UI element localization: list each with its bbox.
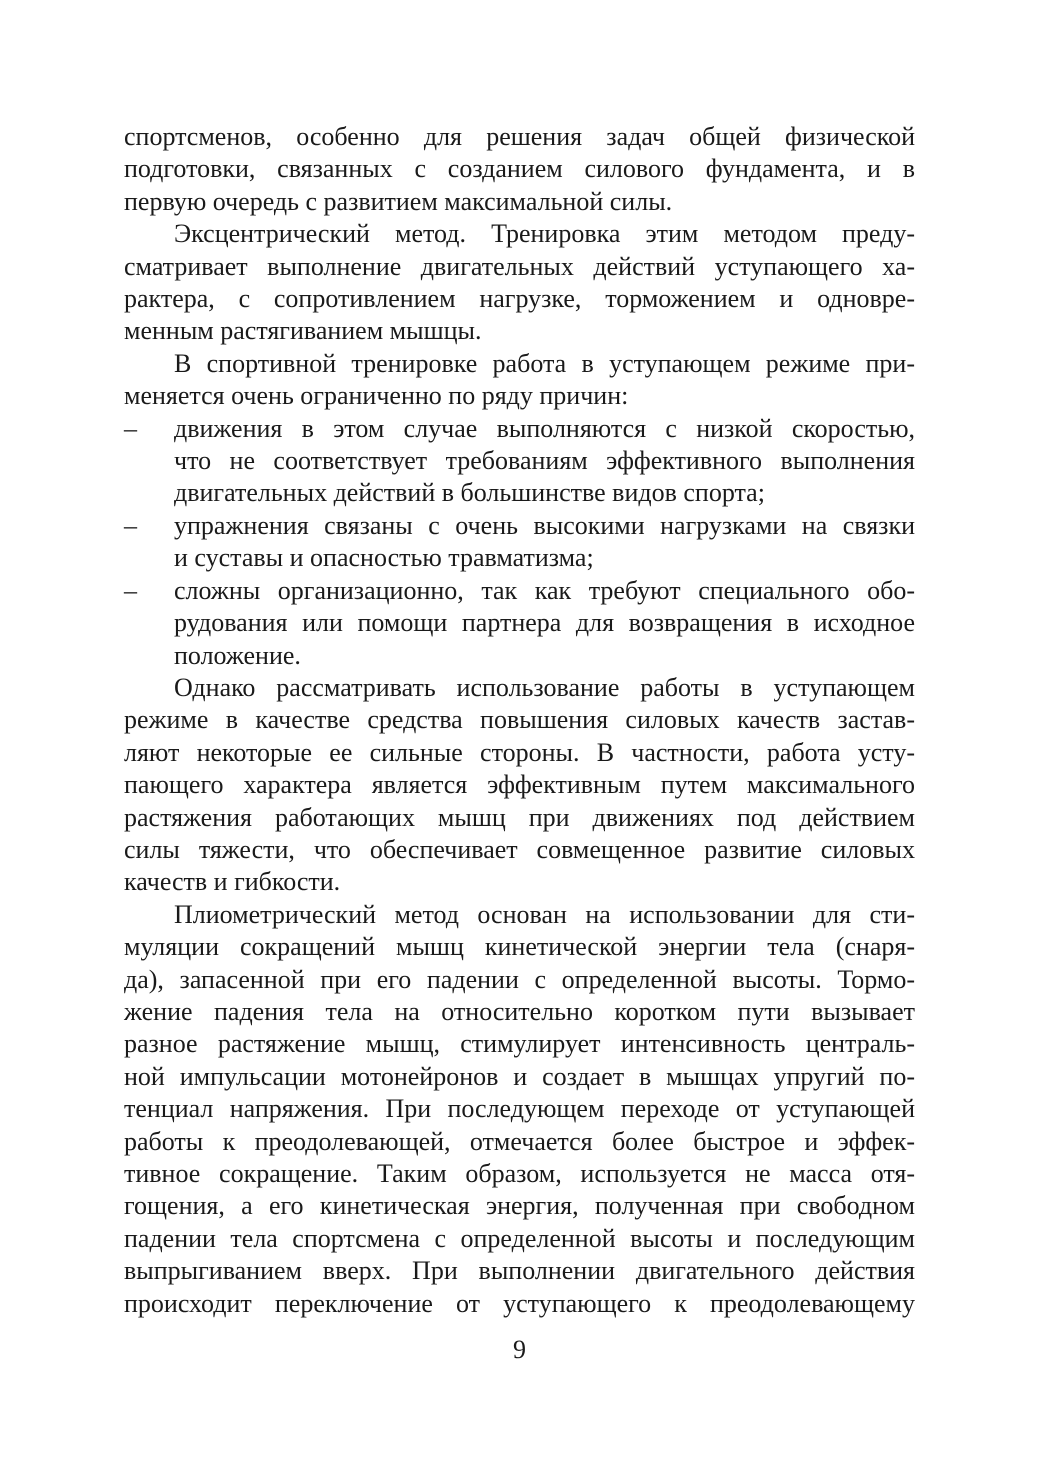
text-line: двигательных действий в большинстве видов спорта;	[174, 478, 765, 508]
paragraph-eccentric-method	[124, 218, 915, 348]
text-line: разное растяжение мышц, стимулирует интенсивность централь-	[124, 1029, 915, 1059]
text-line: муляции сокращений мышц кинетической энергии тела (снаря-	[124, 932, 915, 962]
text-line: растяжения работающих мышц при движениях под действием	[124, 802, 915, 832]
text-line: режиме в качестве средства повышения силовых качеств застав-	[124, 705, 915, 735]
paragraph-plyometric-method	[124, 899, 915, 1320]
text-line: упражнения связаны с очень высокими нагрузками на связки	[174, 510, 915, 540]
text-line: тенциал напряжения. При последующем переходе от уступающей	[124, 1094, 915, 1124]
text-line: да), запасенной при его падении с определенной высоты. Тормо-	[124, 964, 915, 994]
list-item	[124, 413, 915, 510]
text-line: происходит переключение от уступающего к преодолевающему	[124, 1288, 915, 1318]
text-line: Плиометрический метод основан на использовании для сти-	[174, 899, 915, 929]
text-line: меняется очень ограниченно по ряду причин:	[124, 381, 629, 411]
text-line: движения в этом случае выполняются с низкой скоростью,	[174, 413, 915, 443]
paragraph-continuation	[124, 121, 915, 218]
page-body	[124, 121, 915, 1320]
text-line: В спортивной тренировке работа в уступающем режиме при-	[174, 348, 915, 378]
text-line: ляют некоторые ее сильные стороны. В частности, работа усту-	[124, 737, 915, 767]
list-item	[124, 510, 915, 575]
text-line: силы тяжести, что обеспечивает совмещенное развитие силовых	[124, 834, 915, 864]
text-line: качеств и гибкости.	[124, 867, 341, 897]
text-line: сложны организационно, так как требуют специального обо-	[174, 575, 915, 605]
bullet-dash: –	[124, 575, 137, 605]
list-item	[124, 575, 915, 672]
text-line: и суставы и опасностью травматизма;	[174, 543, 594, 573]
text-line: выпрыгиванием вверх. При выполнении двигательного действия	[124, 1256, 915, 1286]
text-line: рактера, с сопротивлением нагрузке, торможением и одновре-	[124, 284, 915, 314]
text-line: что не соответствует требованиям эффективного выполнения	[174, 446, 915, 476]
text-line: жение падения тела на относительно коротком пути вызывает	[124, 996, 915, 1026]
text-line: положение.	[174, 640, 301, 670]
reasons-list	[124, 413, 915, 672]
text-line: менным растягиванием мышцы.	[124, 316, 482, 346]
text-line: ной импульсации мотонейронов и создает в мышцах упругий по-	[124, 1061, 915, 1091]
text-line: Эксцентрический метод. Тренировка этим методом преду-	[174, 219, 915, 249]
text-line: спортсменов, особенно для решения задач общей физической	[124, 122, 915, 151]
bullet-dash: –	[124, 413, 137, 443]
text-line: Однако рассматривать использование работы в уступающем	[174, 672, 915, 702]
bullet-dash: –	[124, 510, 137, 540]
text-line: первую очередь с развитием максимальной силы.	[124, 186, 673, 216]
text-line: подготовки, связанных с созданием силового фундамента, и в	[124, 154, 915, 184]
text-line: работы к преодолевающей, отмечается более быстрое и эффек-	[124, 1126, 915, 1156]
paragraph-yielding-mode	[124, 672, 915, 899]
text-line: сматривает выполнение двигательных действий уступающего ха-	[124, 251, 915, 281]
text-line: пающего характера является эффективным путем максимального	[124, 770, 915, 800]
paragraph-training-limitations	[124, 348, 915, 413]
page-number: 9	[513, 1335, 526, 1364]
text-line: тивное сокращение. Таким образом, используется не масса отя-	[124, 1159, 915, 1188]
text-line: рудования или помощи партнера для возвращения в исходное	[174, 608, 915, 638]
text-line: падении тела спортсмена с определенной высоты и последующим	[124, 1223, 915, 1253]
text-line: гощения, а его кинетическая энергия, полученная при свободном	[124, 1191, 915, 1221]
